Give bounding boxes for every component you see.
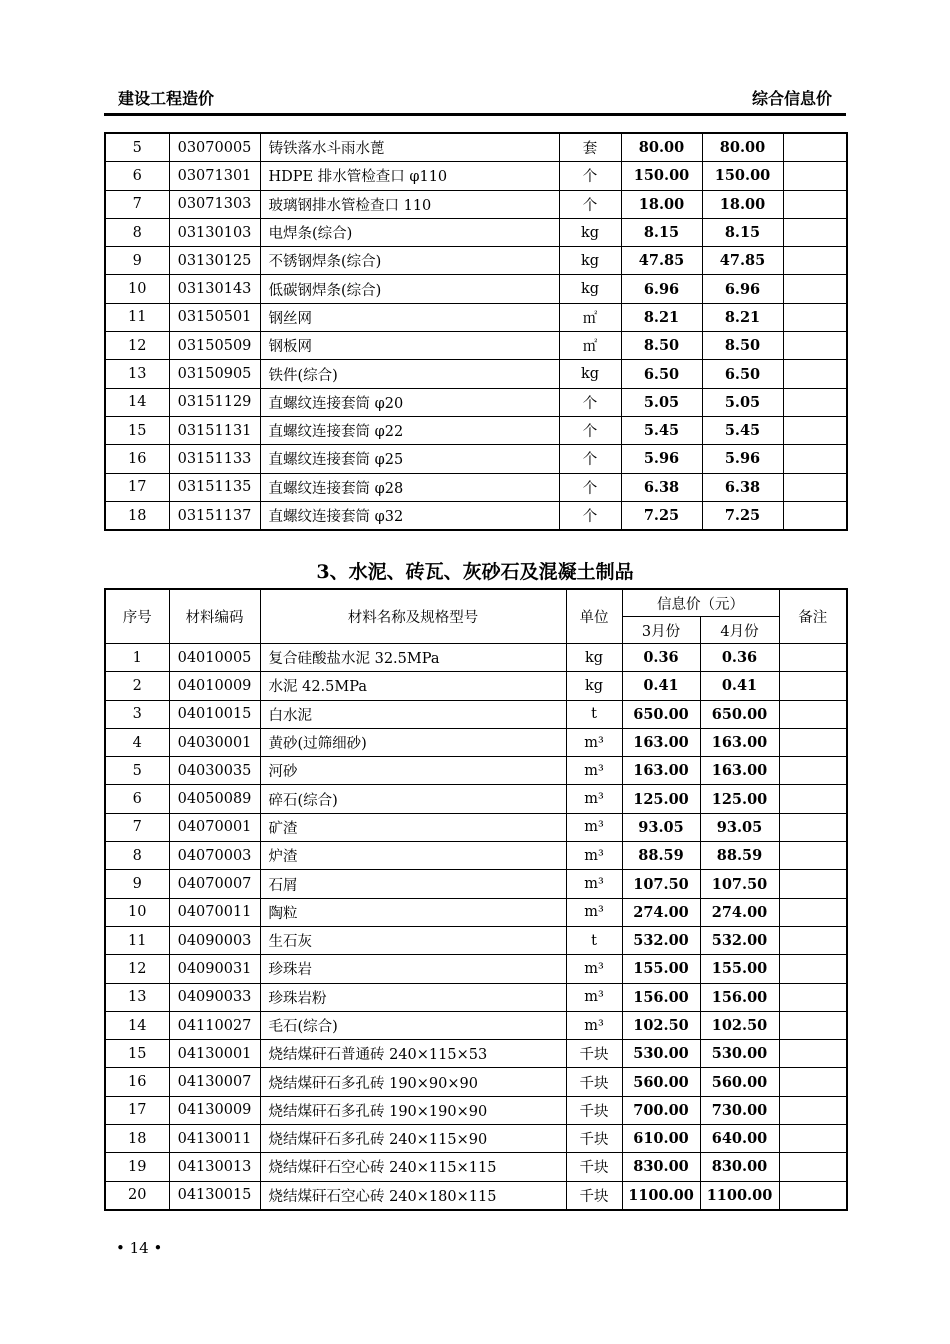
material-code: 03130125 — [169, 247, 260, 275]
unit: m³ — [566, 728, 622, 756]
header-march: 3月份 — [622, 617, 700, 644]
price-march: 156.00 — [622, 983, 700, 1011]
table-row — [105, 813, 847, 841]
note — [779, 1181, 847, 1210]
material-code: 04010009 — [169, 672, 260, 700]
unit: 个 — [559, 445, 621, 473]
material-code: 04070001 — [169, 813, 260, 841]
price-march: 8.15 — [621, 218, 702, 246]
row-no: 14 — [105, 388, 169, 416]
price-march: 274.00 — [622, 898, 700, 926]
header-price: 信息价（元） — [622, 589, 779, 617]
material-code: 03150501 — [169, 303, 260, 331]
note — [779, 1153, 847, 1181]
material-code: 04130001 — [169, 1040, 260, 1068]
price-march: 150.00 — [621, 162, 702, 190]
price-march: 107.50 — [622, 870, 700, 898]
material-name: 炉渣 — [260, 842, 566, 870]
unit: kg — [559, 360, 621, 388]
material-name: 水泥 42.5MPa — [260, 672, 566, 700]
table-row — [105, 473, 847, 501]
material-code: 03071301 — [169, 162, 260, 190]
row-no: 2 — [105, 672, 169, 700]
price-march: 88.59 — [622, 842, 700, 870]
material-name: 铁件(综合) — [260, 360, 559, 388]
material-code: 04010005 — [169, 644, 260, 672]
price-march: 7.25 — [621, 501, 702, 530]
unit: 个 — [559, 501, 621, 530]
price-table-continued — [104, 132, 848, 531]
unit: 个 — [559, 473, 621, 501]
unit: 千块 — [566, 1125, 622, 1153]
price-april: 102.50 — [700, 1011, 779, 1039]
material-name: 直螺纹连接套筒 φ22 — [260, 416, 559, 444]
table-row — [105, 983, 847, 1011]
material-name: 陶粒 — [260, 898, 566, 926]
price-march: 18.00 — [621, 190, 702, 218]
material-code: 04130009 — [169, 1096, 260, 1124]
price-march: 47.85 — [621, 247, 702, 275]
material-name: 毛石(综合) — [260, 1011, 566, 1039]
price-april: 125.00 — [700, 785, 779, 813]
table-row — [105, 672, 847, 700]
table-row — [105, 1125, 847, 1153]
unit: 千块 — [566, 1068, 622, 1096]
row-no: 10 — [105, 898, 169, 926]
table-row — [105, 247, 847, 275]
row-no: 9 — [105, 870, 169, 898]
note — [779, 785, 847, 813]
note — [779, 842, 847, 870]
table-row — [105, 1181, 847, 1210]
row-no: 11 — [105, 926, 169, 954]
row-no: 9 — [105, 247, 169, 275]
row-no: 5 — [105, 133, 169, 162]
price-march: 1100.00 — [622, 1181, 700, 1210]
material-code: 03151131 — [169, 416, 260, 444]
table-row — [105, 190, 847, 218]
material-name: HDPE 排水管检查口 φ110 — [260, 162, 559, 190]
material-code: 03130103 — [169, 218, 260, 246]
cement-brick-price-table — [104, 588, 848, 1211]
price-april: 8.50 — [702, 332, 783, 360]
material-name: 直螺纹连接套筒 φ28 — [260, 473, 559, 501]
material-name: 铸铁落水斗雨水蓖 — [260, 133, 559, 162]
header-left-title: 建设工程造价 — [118, 89, 215, 108]
price-march: 102.50 — [622, 1011, 700, 1039]
price-march: 8.50 — [621, 332, 702, 360]
page-number: • 14 • — [116, 1239, 163, 1257]
unit: m³ — [566, 870, 622, 898]
price-april: 6.50 — [702, 360, 783, 388]
price-april: 0.41 — [700, 672, 779, 700]
price-april: 88.59 — [700, 842, 779, 870]
price-march: 700.00 — [622, 1096, 700, 1124]
row-no: 13 — [105, 360, 169, 388]
note — [783, 303, 847, 331]
header-april: 4月份 — [700, 617, 779, 644]
row-no: 18 — [105, 1125, 169, 1153]
price-march: 530.00 — [622, 1040, 700, 1068]
note — [783, 162, 847, 190]
price-march: 155.00 — [622, 955, 700, 983]
material-code: 04090003 — [169, 926, 260, 954]
price-april: 560.00 — [700, 1068, 779, 1096]
price-april: 1100.00 — [700, 1181, 779, 1210]
material-name: 直螺纹连接套筒 φ20 — [260, 388, 559, 416]
price-april: 6.38 — [702, 473, 783, 501]
material-code: 04030001 — [169, 728, 260, 756]
material-name: 直螺纹连接套筒 φ25 — [260, 445, 559, 473]
price-april: 163.00 — [700, 757, 779, 785]
price-march: 6.96 — [621, 275, 702, 303]
price-april: 47.85 — [702, 247, 783, 275]
note — [783, 247, 847, 275]
material-name: 碎石(综合) — [260, 785, 566, 813]
unit: 千块 — [566, 1153, 622, 1181]
unit: kg — [559, 247, 621, 275]
material-code: 03071303 — [169, 190, 260, 218]
note — [779, 728, 847, 756]
note — [783, 416, 847, 444]
table-row — [105, 501, 847, 530]
price-april: 155.00 — [700, 955, 779, 983]
unit: 个 — [559, 190, 621, 218]
unit: kg — [566, 672, 622, 700]
material-name: 河砂 — [260, 757, 566, 785]
material-code: 04090033 — [169, 983, 260, 1011]
price-march: 5.45 — [621, 416, 702, 444]
price-april: 730.00 — [700, 1096, 779, 1124]
price-march: 125.00 — [622, 785, 700, 813]
table-row — [105, 218, 847, 246]
material-name: 烧结煤矸石多孔砖 190×190×90 — [260, 1096, 566, 1124]
unit: 个 — [559, 162, 621, 190]
unit: kg — [559, 218, 621, 246]
price-april: 80.00 — [702, 133, 783, 162]
material-name: 烧结煤矸石空心砖 240×180×115 — [260, 1181, 566, 1210]
material-name: 生石灰 — [260, 926, 566, 954]
table-row — [105, 275, 847, 303]
row-no: 7 — [105, 190, 169, 218]
price-march: 610.00 — [622, 1125, 700, 1153]
price-march: 93.05 — [622, 813, 700, 841]
unit: kg — [559, 275, 621, 303]
material-name: 复合硅酸盐水泥 32.5MPa — [260, 644, 566, 672]
unit: 个 — [559, 388, 621, 416]
price-april: 8.21 — [702, 303, 783, 331]
note — [779, 926, 847, 954]
price-april: 640.00 — [700, 1125, 779, 1153]
price-april: 530.00 — [700, 1040, 779, 1068]
row-no: 19 — [105, 1153, 169, 1181]
unit: m³ — [566, 1011, 622, 1039]
note — [783, 190, 847, 218]
note — [783, 501, 847, 530]
material-name: 钢板网 — [260, 332, 559, 360]
note — [779, 1068, 847, 1096]
price-march: 163.00 — [622, 757, 700, 785]
table-row — [105, 1068, 847, 1096]
price-april: 7.25 — [702, 501, 783, 530]
material-code: 03070005 — [169, 133, 260, 162]
material-code: 04090031 — [169, 955, 260, 983]
price-april: 156.00 — [700, 983, 779, 1011]
price-april: 6.96 — [702, 275, 783, 303]
table-row — [105, 445, 847, 473]
header-unit: 单位 — [566, 589, 622, 644]
table-row — [105, 1096, 847, 1124]
unit: m³ — [566, 757, 622, 785]
table-row — [105, 898, 847, 926]
price-table-continued-body — [105, 133, 847, 530]
material-code: 04010015 — [169, 700, 260, 728]
material-code: 03151129 — [169, 388, 260, 416]
material-name: 烧结煤矸石普通砖 240×115×53 — [260, 1040, 566, 1068]
material-name: 钢丝网 — [260, 303, 559, 331]
table-row — [105, 1153, 847, 1181]
price-march: 6.38 — [621, 473, 702, 501]
material-name: 石屑 — [260, 870, 566, 898]
price-march: 830.00 — [622, 1153, 700, 1181]
material-name: 白水泥 — [260, 700, 566, 728]
unit: 千块 — [566, 1181, 622, 1210]
price-march: 8.21 — [621, 303, 702, 331]
note — [783, 388, 847, 416]
table-row — [105, 388, 847, 416]
section-title: 3、水泥、砖瓦、灰砂石及混凝土制品 — [316, 561, 634, 583]
price-march: 0.41 — [622, 672, 700, 700]
note — [783, 133, 847, 162]
row-no: 11 — [105, 303, 169, 331]
table-row — [105, 644, 847, 672]
material-code: 04050089 — [169, 785, 260, 813]
row-no: 15 — [105, 416, 169, 444]
unit: ㎡ — [559, 303, 621, 331]
unit: 套 — [559, 133, 621, 162]
price-march: 5.96 — [621, 445, 702, 473]
table-row — [105, 700, 847, 728]
material-code: 04070007 — [169, 870, 260, 898]
table-row — [105, 842, 847, 870]
material-name: 烧结煤矸石多孔砖 190×90×90 — [260, 1068, 566, 1096]
material-code: 04130013 — [169, 1153, 260, 1181]
price-april: 5.45 — [702, 416, 783, 444]
table-row — [105, 332, 847, 360]
price-march: 532.00 — [622, 926, 700, 954]
unit: ㎡ — [559, 332, 621, 360]
row-no: 12 — [105, 332, 169, 360]
material-name: 低碳钢焊条(综合) — [260, 275, 559, 303]
row-no: 20 — [105, 1181, 169, 1210]
note — [779, 955, 847, 983]
row-no: 12 — [105, 955, 169, 983]
header-code: 材料编码 — [169, 589, 260, 644]
price-april: 107.50 — [700, 870, 779, 898]
material-name: 电焊条(综合) — [260, 218, 559, 246]
material-code: 03130143 — [169, 275, 260, 303]
price-march: 5.05 — [621, 388, 702, 416]
note — [779, 644, 847, 672]
price-april: 5.96 — [702, 445, 783, 473]
row-no: 18 — [105, 501, 169, 530]
material-code: 03150905 — [169, 360, 260, 388]
material-code: 04130015 — [169, 1181, 260, 1210]
table-row — [105, 360, 847, 388]
material-code: 03150509 — [169, 332, 260, 360]
header-rule — [104, 113, 846, 116]
cement-brick-price-table-body — [105, 644, 847, 1210]
note — [783, 275, 847, 303]
table-row — [105, 1011, 847, 1039]
note — [783, 445, 847, 473]
price-april: 0.36 — [700, 644, 779, 672]
price-april: 274.00 — [700, 898, 779, 926]
row-no: 6 — [105, 785, 169, 813]
header-note: 备注 — [779, 589, 847, 644]
note — [779, 700, 847, 728]
note — [779, 672, 847, 700]
material-name: 烧结煤矸石多孔砖 240×115×90 — [260, 1125, 566, 1153]
material-code: 03151137 — [169, 501, 260, 530]
price-march: 80.00 — [621, 133, 702, 162]
price-march: 6.50 — [621, 360, 702, 388]
material-code: 04130011 — [169, 1125, 260, 1153]
row-no: 7 — [105, 813, 169, 841]
row-no: 8 — [105, 842, 169, 870]
unit: t — [566, 700, 622, 728]
unit: t — [566, 926, 622, 954]
price-march: 0.36 — [622, 644, 700, 672]
row-no: 13 — [105, 983, 169, 1011]
price-march: 163.00 — [622, 728, 700, 756]
table-row — [105, 133, 847, 162]
material-code: 03151135 — [169, 473, 260, 501]
row-no: 1 — [105, 644, 169, 672]
material-code: 04030035 — [169, 757, 260, 785]
header-no: 序号 — [105, 589, 169, 644]
unit: m³ — [566, 842, 622, 870]
unit: 千块 — [566, 1040, 622, 1068]
unit: 个 — [559, 416, 621, 444]
row-no: 5 — [105, 757, 169, 785]
price-april: 532.00 — [700, 926, 779, 954]
row-no: 10 — [105, 275, 169, 303]
table-row — [105, 1040, 847, 1068]
table-row — [105, 785, 847, 813]
material-name: 矿渣 — [260, 813, 566, 841]
note — [779, 1011, 847, 1039]
note — [779, 983, 847, 1011]
price-april: 93.05 — [700, 813, 779, 841]
price-april: 650.00 — [700, 700, 779, 728]
note — [779, 1125, 847, 1153]
row-no: 6 — [105, 162, 169, 190]
header-name: 材料名称及规格型号 — [260, 589, 566, 644]
row-no: 3 — [105, 700, 169, 728]
table-row — [105, 955, 847, 983]
material-name: 黄砂(过筛细砂) — [260, 728, 566, 756]
material-name: 珍珠岩 — [260, 955, 566, 983]
row-no: 16 — [105, 1068, 169, 1096]
material-name: 珍珠岩粉 — [260, 983, 566, 1011]
unit: m³ — [566, 813, 622, 841]
note — [779, 870, 847, 898]
material-code: 04110027 — [169, 1011, 260, 1039]
material-code: 04070003 — [169, 842, 260, 870]
material-name: 不锈钢焊条(综合) — [260, 247, 559, 275]
note — [783, 332, 847, 360]
table-row — [105, 926, 847, 954]
row-no: 17 — [105, 473, 169, 501]
table-row — [105, 728, 847, 756]
row-no: 4 — [105, 728, 169, 756]
note — [779, 898, 847, 926]
unit: m³ — [566, 955, 622, 983]
material-code: 03151133 — [169, 445, 260, 473]
row-no: 14 — [105, 1011, 169, 1039]
price-april: 830.00 — [700, 1153, 779, 1181]
material-name: 直螺纹连接套筒 φ32 — [260, 501, 559, 530]
row-no: 15 — [105, 1040, 169, 1068]
note — [779, 1040, 847, 1068]
unit: 千块 — [566, 1096, 622, 1124]
note — [779, 1096, 847, 1124]
table-row — [105, 870, 847, 898]
price-april: 150.00 — [702, 162, 783, 190]
material-name: 烧结煤矸石空心砖 240×115×115 — [260, 1153, 566, 1181]
material-code: 04070011 — [169, 898, 260, 926]
material-code: 04130007 — [169, 1068, 260, 1096]
unit: m³ — [566, 983, 622, 1011]
price-march: 650.00 — [622, 700, 700, 728]
row-no: 8 — [105, 218, 169, 246]
note — [783, 360, 847, 388]
price-april: 163.00 — [700, 728, 779, 756]
note — [783, 473, 847, 501]
table-row — [105, 162, 847, 190]
material-name: 玻璃钢排水管检查口 110 — [260, 190, 559, 218]
price-april: 8.15 — [702, 218, 783, 246]
note — [783, 218, 847, 246]
unit: m³ — [566, 898, 622, 926]
table-row — [105, 757, 847, 785]
row-no: 17 — [105, 1096, 169, 1124]
row-no: 16 — [105, 445, 169, 473]
unit: m³ — [566, 785, 622, 813]
note — [779, 757, 847, 785]
unit: kg — [566, 644, 622, 672]
price-april: 5.05 — [702, 388, 783, 416]
header-right-title: 综合信息价 — [751, 89, 832, 108]
price-april: 18.00 — [702, 190, 783, 218]
price-march: 560.00 — [622, 1068, 700, 1096]
table-row — [105, 303, 847, 331]
note — [779, 813, 847, 841]
table-row — [105, 416, 847, 444]
